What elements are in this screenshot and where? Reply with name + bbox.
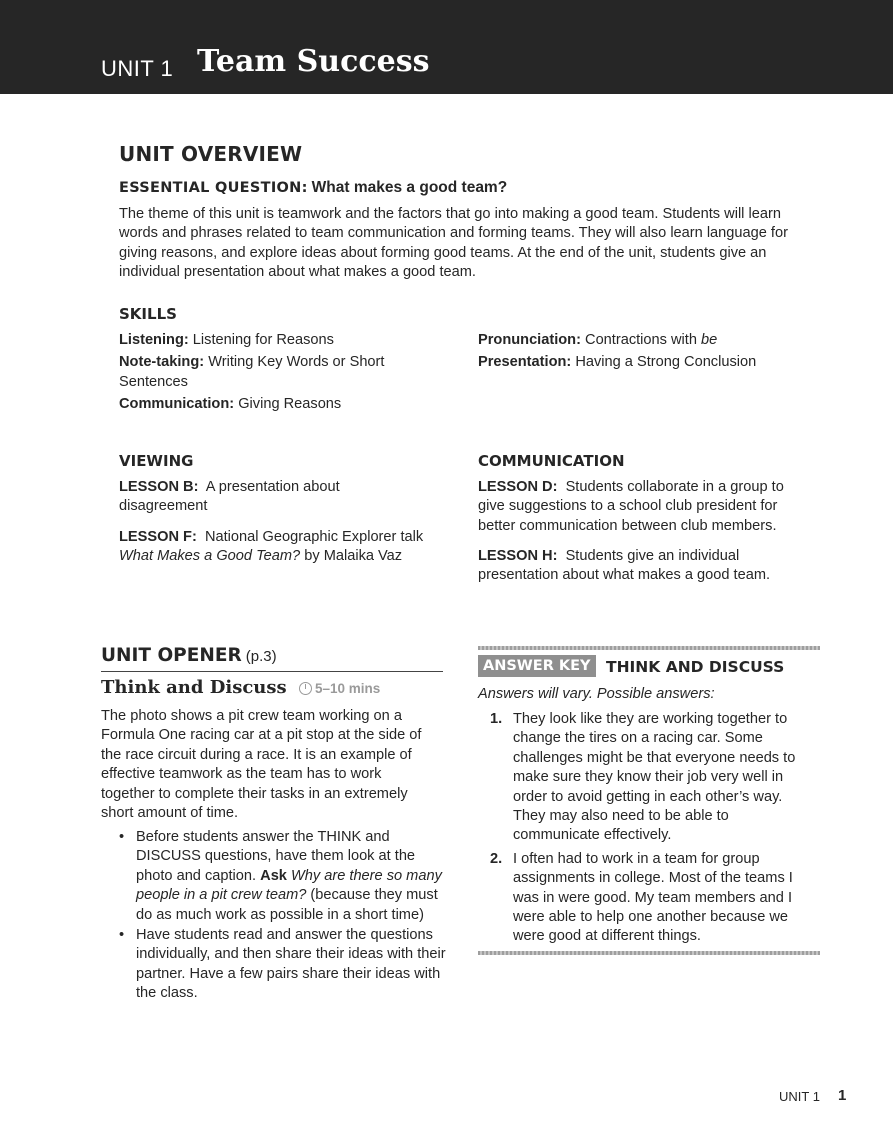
answer-key-badge: ANSWER KEY	[478, 655, 596, 677]
list-item: 2. I often had to work in a team for group assignments in college. Most of the teams I was in were good. My team members and I were able to help one another because we were good at different things.	[490, 850, 793, 945]
answer-key-title: THINK AND DISCUSS	[606, 658, 785, 676]
essential-question-label: ESSENTIAL QUESTION:	[119, 180, 308, 196]
communication-heading: COMMUNICATION	[478, 452, 625, 470]
answer-key-list	[478, 710, 808, 951]
unit-opener-heading	[101, 645, 443, 672]
skill-item: Presentation: Having a Strong Conclusion	[478, 354, 757, 371]
skill-item: Note-taking: Writing Key Words or Short Sentences	[119, 354, 385, 390]
overview-title: UNIT OVERVIEW	[119, 142, 303, 166]
essential-question	[119, 179, 507, 197]
skill-item: Communication: Giving Reasons	[119, 396, 342, 413]
page-number: 1	[838, 1087, 847, 1104]
unit-opener-title: UNIT OPENER	[101, 645, 242, 666]
think-discuss-heading	[101, 677, 380, 698]
answer-key-bottom-rule	[478, 951, 820, 955]
skill-item: Pronunciation: Contractions with be	[478, 332, 718, 348]
skills-left-list	[119, 331, 439, 415]
bullet-icon: •	[119, 927, 125, 944]
unit-label: UNIT 1	[101, 56, 174, 81]
opener-body: The photo shows a pit crew team working on a Formula One racing car at a pit stop at the side of the race circuit during a race. It is an example of effective teamwork as the team has to work together to complete their tasks in an extremely short amount of time.	[101, 708, 422, 822]
time-estimate: 5–10 mins	[299, 681, 380, 696]
unit-title: Team Success	[197, 44, 430, 79]
unit-opener-page-ref: (p.3)	[245, 648, 277, 665]
skill-item: Listening: Listening for Reasons	[119, 332, 334, 348]
viewing-lesson-f: LESSON F: National Geographic Explorer talk What Makes a Good Team? by Malaika Vaz	[119, 529, 424, 565]
skills-right-list	[478, 331, 798, 373]
communication-lesson-d: LESSON D: Students collaborate in a group to give suggestions to a school club president for better communication between club members.	[478, 479, 784, 534]
answer-key-top-rule	[478, 646, 820, 650]
skills-heading: SKILLS	[119, 305, 177, 323]
unit-header-bar	[0, 0, 893, 94]
list-item: 1. They look like they are working together to change the tires on a racing car. Some challenges might be that everyone needs to make sure they know their job very well in order to avoid getting in each other’s way. They may also need to be able to communicate effectively.	[490, 711, 796, 844]
think-discuss-title: Think and Discuss	[101, 677, 287, 698]
opener-bullets	[101, 828, 446, 1004]
answer-key-intro: Answers will vary. Possible answers:	[478, 686, 715, 702]
list-item: • Have students read and answer the questions individually, and then share their ideas with their partner. Have a few pairs share their ideas with the class.	[119, 927, 446, 1002]
footer-unit-label: UNIT 1	[779, 1089, 820, 1104]
essential-question-text: What makes a good team?	[311, 179, 508, 196]
viewing-heading: VIEWING	[119, 452, 194, 470]
clock-icon	[299, 682, 312, 695]
viewing-lesson-b: LESSON B: A presentation about disagreement	[119, 479, 340, 515]
list-item: • Before students answer the THINK and DISCUSS questions, have them look at the photo and caption. Ask Why are there so many people in a pit crew team? (because they must do as much work as possible in a short time)	[119, 829, 442, 923]
overview-body: The theme of this unit is teamwork and the factors that go into making a good team. Students will learn words and phrases related to team communication and forming teams. They will also learn language for giving reasons, and explore ideas about forming good teams. At the end of the unit, students give an individual presentation about what makes a good team.	[119, 206, 788, 281]
bullet-icon: •	[119, 829, 125, 845]
communication-lesson-h: LESSON H: Students give an individual presentation about what makes a good team.	[478, 548, 771, 584]
